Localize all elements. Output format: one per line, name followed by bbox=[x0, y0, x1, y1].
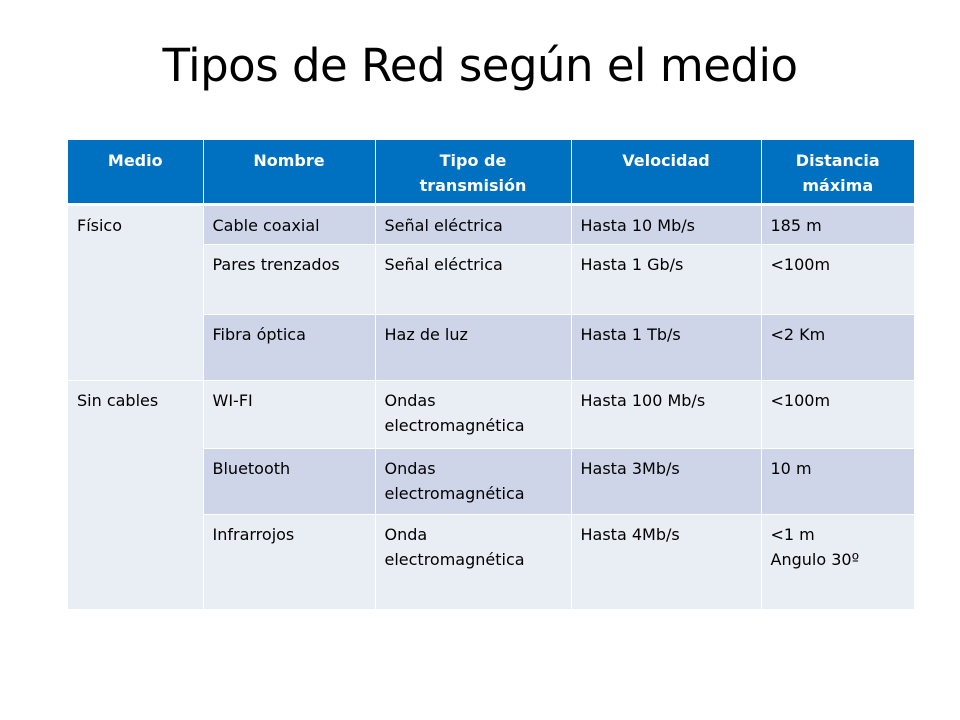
velocidad-cell: Hasta 1 Gb/s bbox=[571, 245, 761, 315]
distancia-cell: <100m bbox=[761, 381, 914, 449]
table-row bbox=[68, 381, 914, 449]
velocidad-cell: Hasta 10 Mb/s bbox=[571, 205, 761, 245]
header-tipo-transmision: Tipo de transmisión bbox=[375, 140, 571, 205]
tipo-cell: Señal eléctrica bbox=[375, 245, 571, 315]
header-medio: Medio bbox=[68, 140, 203, 205]
tipo-cell: Ondas electromagnética bbox=[375, 449, 571, 515]
nombre-cell: Fibra óptica bbox=[203, 315, 375, 381]
distancia-line: <1 m bbox=[770, 525, 815, 544]
tipo-cell: Ondas electromagnética bbox=[375, 381, 571, 449]
tipo-cell: Haz de luz bbox=[375, 315, 571, 381]
velocidad-cell: Hasta 100 Mb/s bbox=[571, 381, 761, 449]
table-row bbox=[68, 205, 914, 245]
nombre-cell: Cable coaxial bbox=[203, 205, 375, 245]
tipo-cell: Onda electromagnética bbox=[375, 515, 571, 610]
distancia-cell: 185 m bbox=[761, 205, 914, 245]
nombre-cell: Pares trenzados bbox=[203, 245, 375, 315]
medio-cell-sin-cables: Sin cables bbox=[68, 381, 203, 610]
nombre-cell: Bluetooth bbox=[203, 449, 375, 515]
nombre-cell: WI-FI bbox=[203, 381, 375, 449]
medio-cell-fisico: Físico bbox=[68, 205, 203, 381]
table-header-row bbox=[68, 140, 914, 205]
header-nombre: Nombre bbox=[203, 140, 375, 205]
nombre-cell: Infrarrojos bbox=[203, 515, 375, 610]
tipo-cell: Señal eléctrica bbox=[375, 205, 571, 245]
velocidad-cell: Hasta 4Mb/s bbox=[571, 515, 761, 610]
header-velocidad: Velocidad bbox=[571, 140, 761, 205]
slide-title: Tipos de Red según el medio bbox=[162, 39, 798, 92]
velocidad-cell: Hasta 3Mb/s bbox=[571, 449, 761, 515]
distancia-cell: <2 Km bbox=[761, 315, 914, 381]
velocidad-cell: Hasta 1 Tb/s bbox=[571, 315, 761, 381]
distancia-cell: <100m bbox=[761, 245, 914, 315]
header-distancia-maxima: Distancia máxima bbox=[761, 140, 914, 205]
network-types-table bbox=[68, 140, 914, 610]
angulo-line: Angulo 30º bbox=[770, 550, 860, 569]
distancia-cell: 10 m bbox=[761, 449, 914, 515]
distancia-cell bbox=[761, 515, 914, 610]
